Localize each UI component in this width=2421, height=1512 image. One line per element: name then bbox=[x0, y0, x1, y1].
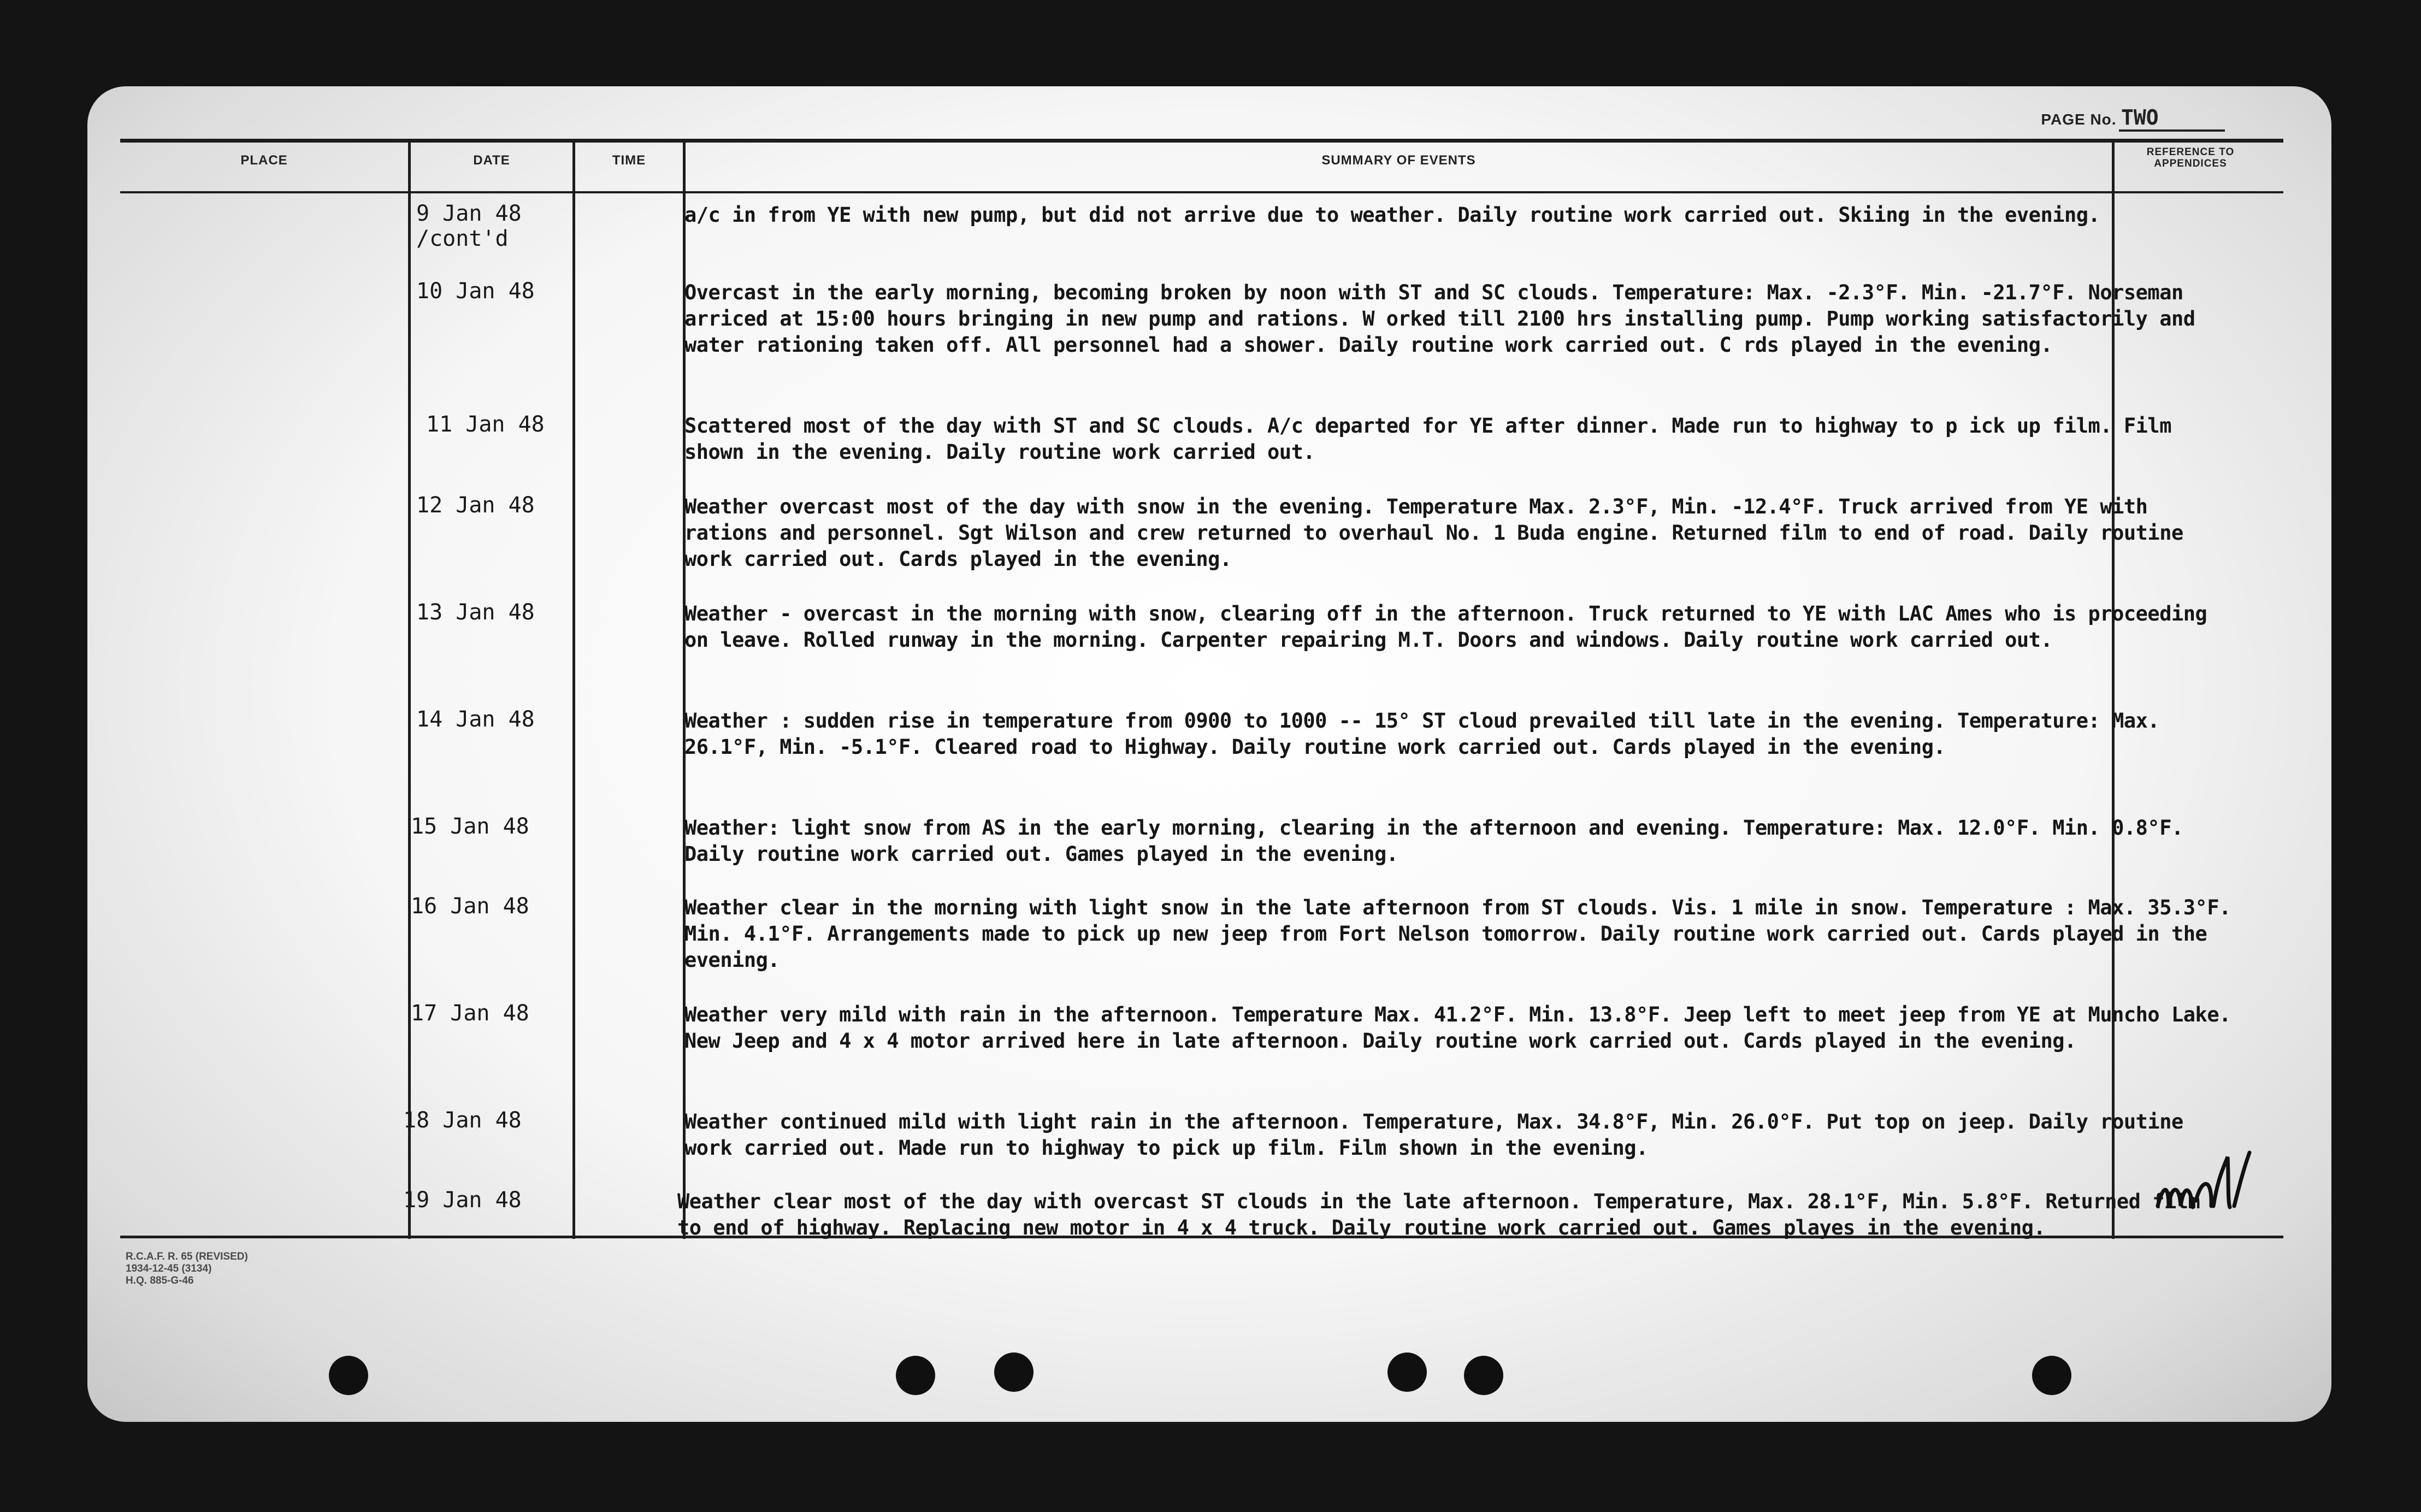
header-bottom-rule bbox=[120, 191, 2283, 193]
page-number bbox=[2041, 105, 2225, 132]
binder-hole bbox=[994, 1352, 1034, 1392]
entry-text: a/c in from YE with new pump, but did not arrive due to weather. Daily routine work carried out. Skiing in the evening. bbox=[684, 203, 2100, 227]
form-identifier-line: 1934-12-45 (3134) bbox=[126, 1263, 212, 1274]
column-header-time: TIME bbox=[612, 153, 646, 168]
entry-date: 9 Jan 48 /cont'd bbox=[416, 201, 522, 251]
binder-hole bbox=[329, 1356, 368, 1395]
page-number-value: TWO bbox=[2119, 105, 2225, 132]
page-number-label: PAGE No. bbox=[2041, 111, 2117, 128]
column-header-place: PLACE bbox=[240, 153, 288, 168]
form-identifier-line: H.Q. 885-G-46 bbox=[126, 1275, 194, 1286]
binder-hole bbox=[1387, 1352, 1427, 1392]
handwritten-initials bbox=[2152, 1146, 2272, 1233]
entry-date: 12 Jan 48 bbox=[416, 493, 535, 518]
entry-date: 19 Jan 48 bbox=[403, 1188, 522, 1213]
entry-date: 18 Jan 48 bbox=[403, 1108, 522, 1133]
entry-text: Overcast in the early morning, becoming broken by noon with ST and SC clouds. Temperature: Max. -2.3°F. Min. -21.7°F. Norseman arriced at 15:00 hours bringing in new pump and rations. W orked till 2100 hrs installing pump. Pump working satisfactorily and water rationing taken off. All personnel had a shower. Daily routine work carried out. C rds played in the evening. bbox=[684, 281, 2195, 357]
binder-hole bbox=[896, 1356, 935, 1395]
entry-text: Weather - overcast in the morning with snow, clearing off in the afternoon. Truck returned to YE with LAC Ames who is proceeding on leave. Rolled runway in the morning. Carpenter repairing M.T. Doors and windows. Daily routine work carried out. bbox=[684, 602, 2207, 652]
entry-date: 11 Jan 48 bbox=[426, 412, 545, 437]
header-top-rule bbox=[120, 139, 2283, 143]
entry-date: 10 Jan 48 bbox=[416, 279, 535, 304]
form-identifier bbox=[126, 1251, 248, 1287]
binder-hole bbox=[1464, 1356, 1503, 1395]
entry-text: Weather : sudden rise in temperature from 0900 to 1000 -- 15° ST cloud prevailed till late in the evening. Temperature: Max. 26.1°F, Min. -5.1°F. Cleared road to Highway. Daily routine work carried out. Cards played in the evening. bbox=[684, 709, 2160, 759]
entry-text: Scattered most of the day with ST and SC clouds. A/c departed for YE after dinner. Made run to highway to p ick up film. Film shown in the evening. Daily routine work carried out. bbox=[684, 414, 2171, 464]
entry-text: Weather continued mild with light rain in the afternoon. Temperature, Max. 34.8°F, Min. 26.0°F. Put top on jeep. Daily routine work carried out. Made run to highway to pick up film. Film shown in the evening. bbox=[684, 1110, 2183, 1160]
entry-text: Weather very mild with rain in the afternoon. Temperature Max. 41.2°F. Min. 13.8°F. Jeep left to meet jeep from YE at Muncho Lake. New Jeep and 4 x 4 motor arrived here in late afternoon. Daily routine work carried out. Cards played in the evening. bbox=[684, 1003, 2231, 1053]
entry-text: Weather: light snow from AS in the early morning, clearing in the afternoon and evening. Temperature: Max. 12.0°F. Min. 0.8°F. Daily routine work carried out. Games played in the evening. bbox=[684, 816, 2183, 866]
entry-text: Weather clear most of the day with overcast ST clouds in the late afternoon. Temperature, Max. 28.1°F, Min. 5.8°F. Returned film to end of highway. Replacing new motor in 4 x 4 truck. Daily routine work carried out. Games playes in the evening. bbox=[677, 1190, 2200, 1239]
entry-date: 17 Jan 48 bbox=[411, 1001, 529, 1026]
column-header-date: DATE bbox=[473, 153, 510, 168]
column-header-summary: SUMMARY OF EVENTS bbox=[1321, 153, 1476, 168]
entry-text: Weather overcast most of the day with snow in the evening. Temperature Max. 2.3°F, Min. -12.4°F. Truck arrived from YE with rations and personnel. Sgt Wilson and crew returned to overhaul No. 1 Buda engine. Returned film to end of road. Daily routine work carried out. Cards played in the evening. bbox=[684, 495, 2183, 571]
entry-date: 14 Jan 48 bbox=[416, 707, 535, 732]
entry-text: Weather clear in the morning with light snow in the late afternoon from ST clouds. Vis. 1 mile in snow. Temperature : Max. 35.3°F. Min. 4.1°F. Arrangements made to pick up new jeep from Fort Nelson tomorrow. Daily routine work carried out. Cards played in the evening. bbox=[684, 896, 2231, 972]
document-sheet bbox=[87, 86, 2331, 1422]
entry-date: 16 Jan 48 bbox=[411, 894, 529, 919]
column-divider-place-date bbox=[408, 140, 411, 1239]
column-header-reference: REFERENCE TO APPENDICES bbox=[2146, 146, 2235, 169]
entry-date: 15 Jan 48 bbox=[411, 814, 529, 839]
binder-hole bbox=[2032, 1356, 2071, 1395]
form-identifier-line: R.C.A.F. R. 65 (REVISED) bbox=[126, 1251, 248, 1262]
entry-date: 13 Jan 48 bbox=[416, 600, 535, 625]
column-divider-date-time bbox=[572, 140, 575, 1239]
